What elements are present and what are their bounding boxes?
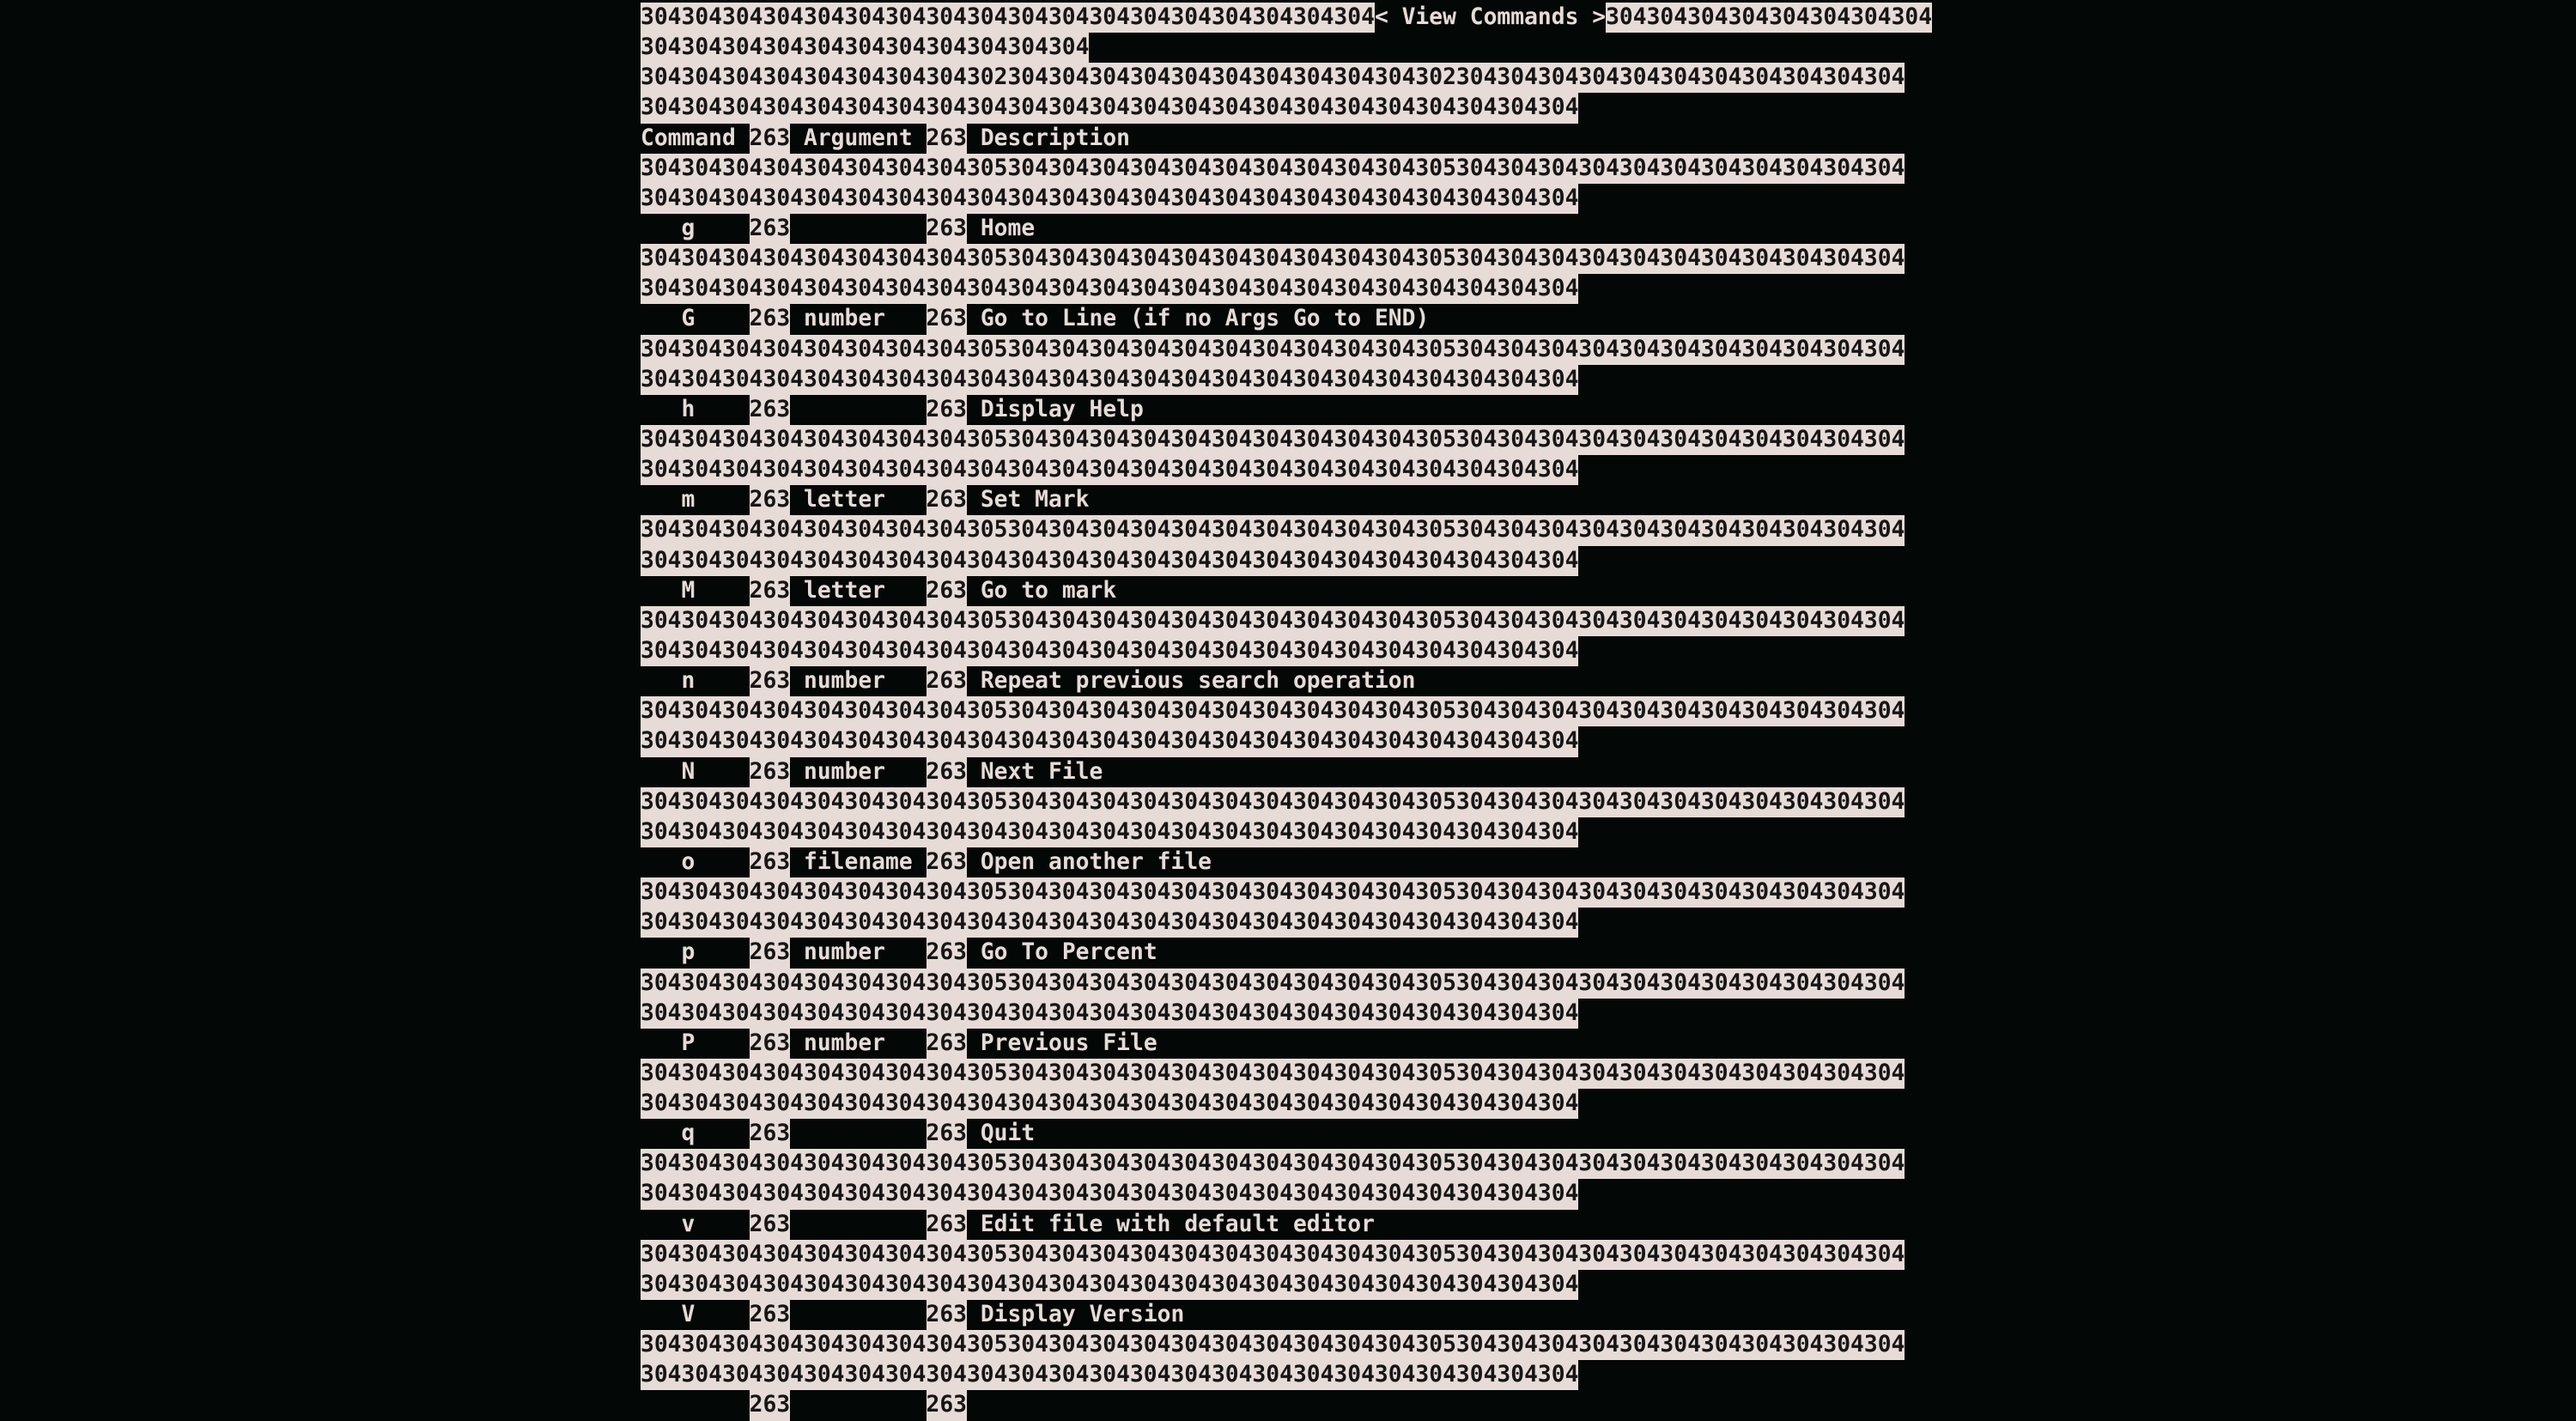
terminal-line	[641, 787, 1932, 817]
vertical-border: 263	[750, 214, 791, 244]
command-row-description-cell: Previous File	[967, 1029, 1157, 1056]
terminal-line	[641, 1149, 1932, 1179]
command-row-key-cell: q	[641, 1120, 750, 1147]
terminal-line	[641, 365, 1932, 395]
vertical-border: 263	[750, 1119, 791, 1149]
terminal-line	[641, 847, 1932, 877]
terminal-line	[641, 1330, 1932, 1360]
terminal-line	[641, 244, 1932, 274]
table-top-border-wrap: 304304304304304304304304304304304304304304304304304304304304304304304	[641, 93, 1578, 123]
command-row-argument-cell: number	[790, 306, 927, 332]
row-separator: 304304304304304304304304305304304304304304304304304304304305304304304304304304304304304304304	[641, 1059, 1905, 1089]
command-row-description-cell: Open another file	[967, 848, 1212, 875]
row-separator: 304304304304304304304304305304304304304304304304304304304305304304304304304304304304304304304	[641, 787, 1905, 817]
vertical-border: 263	[927, 395, 968, 425]
row-separator-wrap: 304304304304304304304304304304304304304304304304304304304304304304304	[641, 908, 1578, 938]
command-row-key-cell: G	[641, 306, 750, 332]
terminal-line	[641, 1240, 1932, 1270]
command-row-description-cell: Next File	[967, 758, 1103, 785]
vertical-border: 263	[750, 757, 791, 787]
terminal-line	[641, 969, 1932, 999]
terminal-line	[641, 1029, 1932, 1059]
command-row-description-cell: Quit	[967, 1120, 1036, 1147]
terminal-line	[641, 546, 1932, 576]
command-row-description-cell: Edit file with default editor	[967, 1211, 1375, 1237]
row-separator: 304304304304304304304304305304304304304304304304304304304305304304304304304304304304304304304	[641, 335, 1905, 365]
command-row-description-cell: Set Mark	[967, 487, 1090, 513]
terminal-line	[641, 877, 1932, 908]
command-row-description-cell: Go to Line (if no Args Go to END)	[967, 306, 1430, 332]
row-separator: 304304304304304304304304305304304304304304304304304304304305304304304304304304304304304304304	[641, 1330, 1905, 1360]
command-row-key-cell: v	[641, 1211, 750, 1237]
row-separator: 304304304304304304304304305304304304304304304304304304304305304304304304304304304304304304304	[641, 425, 1905, 455]
vertical-border: 263	[750, 938, 791, 968]
command-row-argument-cell: number	[790, 758, 927, 785]
terminal-line	[641, 696, 1932, 726]
vertical-border: 263	[750, 485, 791, 515]
terminal-line	[641, 455, 1932, 485]
row-separator-wrap: 304304304304304304304304304304304304304304304304304304304304304304304	[641, 1179, 1578, 1209]
row-separator-wrap: 304304304304304304304304304304304304304304304304304304304304304304304	[641, 817, 1578, 847]
row-separator-wrap: 304304304304304304304304304304304304304304304304304304304304304304304	[641, 365, 1578, 395]
row-separator: 304304304304304304304304305304304304304304304304304304304305304304304304304304304304304304304	[641, 244, 1905, 274]
vertical-border: 263	[927, 1029, 968, 1059]
terminal-line	[641, 274, 1932, 304]
vertical-border: 263	[927, 576, 968, 606]
terminal-line	[641, 485, 1932, 515]
row-separator-wrap: 304304304304304304304304304304304304304304304304304304304304304304304	[641, 546, 1578, 576]
vertical-border: 263	[750, 1210, 791, 1240]
column-header-argument: Argument	[790, 124, 927, 151]
terminal-line	[641, 1059, 1932, 1089]
vertical-border: 263	[927, 757, 968, 787]
terminal-screen[interactable]	[641, 3, 1932, 1421]
vertical-border: 263	[750, 124, 791, 154]
row-separator: 304304304304304304304304305304304304304304304304304304304305304304304304304304304304304304304	[641, 1240, 1905, 1270]
row-separator-wrap: 304304304304304304304304304304304304304304304304304304304304304304304	[641, 999, 1578, 1029]
clipped-command-row-argument-cell	[790, 1390, 926, 1420]
vertical-border: 263	[750, 666, 791, 696]
command-row-argument-cell	[790, 1210, 926, 1240]
command-row-argument-cell: number	[790, 668, 927, 695]
command-row-key-cell: N	[641, 758, 750, 785]
vertical-border: 263	[750, 847, 791, 877]
table-top-border: 304304304304304304304304302304304304304304304304304304304302304304304304304304304304304304304	[641, 63, 1905, 93]
command-row-key-cell: M	[641, 577, 750, 604]
terminal-line	[641, 1210, 1932, 1240]
terminal-line	[641, 636, 1932, 666]
terminal-line	[641, 1270, 1932, 1300]
terminal-line	[641, 335, 1932, 365]
vertical-border: 263	[927, 847, 968, 877]
row-separator-wrap: 304304304304304304304304304304304304304304304304304304304304304304304	[641, 726, 1578, 756]
vertical-border: 263	[750, 304, 791, 334]
command-row-key-cell: g	[641, 215, 750, 241]
row-separator-wrap: 304304304304304304304304304304304304304304304304304304304304304304304	[641, 1270, 1578, 1300]
command-row-description-cell: Go to mark	[967, 577, 1117, 604]
terminal-line	[641, 1360, 1932, 1390]
terminal-line	[641, 214, 1932, 244]
command-row-argument-cell	[790, 1119, 926, 1149]
vertical-border: 263	[927, 124, 968, 154]
vertical-border: 263	[750, 395, 791, 425]
vertical-border: 263	[927, 1390, 968, 1420]
command-row-key-cell: o	[641, 848, 750, 875]
terminal-line	[641, 515, 1932, 545]
vertical-border: 263	[927, 1119, 968, 1149]
vertical-border: 263	[750, 576, 791, 606]
terminal-line	[641, 757, 1932, 787]
row-separator: 304304304304304304304304305304304304304304304304304304304305304304304304304304304304304304304	[641, 877, 1905, 908]
vertical-border: 263	[927, 666, 968, 696]
terminal-line	[641, 154, 1932, 184]
command-row-description-cell: Display Help	[967, 396, 1144, 422]
vertical-border: 263	[927, 938, 968, 968]
command-row-argument-cell: number	[790, 1029, 927, 1056]
column-header-description: Description	[967, 124, 1130, 151]
title-border-wrap: 304304304304304304304304304304304	[641, 33, 1089, 63]
column-header-command: Command	[641, 124, 750, 151]
terminal-line	[641, 1089, 1932, 1119]
command-row-key-cell: V	[641, 1302, 750, 1328]
terminal-line	[641, 1119, 1932, 1149]
command-row-key-cell: h	[641, 396, 750, 422]
terminal-line	[641, 425, 1932, 455]
command-row-argument-cell	[790, 214, 926, 244]
command-row-argument-cell	[790, 1300, 926, 1330]
command-row-key-cell: p	[641, 939, 750, 966]
command-row-argument-cell: filename	[790, 848, 927, 875]
command-row-argument-cell: letter	[790, 487, 927, 513]
terminal-line	[641, 93, 1932, 123]
command-row-key-cell: P	[641, 1029, 750, 1056]
row-separator-wrap: 304304304304304304304304304304304304304304304304304304304304304304304	[641, 184, 1578, 214]
vertical-border: 263	[927, 1210, 968, 1240]
terminal-line	[641, 3, 1932, 33]
command-row-argument-cell: letter	[790, 577, 927, 604]
command-row-argument-cell: number	[790, 939, 927, 966]
command-row-key-cell: m	[641, 487, 750, 513]
row-separator: 304304304304304304304304305304304304304304304304304304304305304304304304304304304304304304304	[641, 154, 1905, 184]
title-border-left: 304304304304304304304304304304304304304304304304304304	[641, 3, 1375, 33]
vertical-border: 263	[927, 1300, 968, 1330]
vertical-border: 263	[750, 1390, 791, 1420]
terminal-line	[641, 124, 1932, 154]
row-separator: 304304304304304304304304305304304304304304304304304304304305304304304304304304304304304304304	[641, 696, 1905, 726]
terminal-line	[641, 666, 1932, 696]
title-border-right: 304304304304304304304304	[1606, 3, 1932, 33]
row-separator-wrap: 304304304304304304304304304304304304304304304304304304304304304304304	[641, 455, 1578, 485]
terminal-line	[641, 304, 1932, 334]
terminal-line	[641, 999, 1932, 1029]
terminal-line	[641, 184, 1932, 214]
terminal-line	[641, 1300, 1932, 1330]
terminal-line	[641, 938, 1932, 968]
terminal-line	[641, 726, 1932, 756]
terminal-line	[641, 576, 1932, 606]
terminal-line	[641, 63, 1932, 93]
vertical-border: 263	[750, 1300, 791, 1330]
terminal-line	[641, 33, 1932, 63]
row-separator: 304304304304304304304304305304304304304304304304304304304305304304304304304304304304304304304	[641, 969, 1905, 999]
row-separator: 304304304304304304304304305304304304304304304304304304304305304304304304304304304304304304304	[641, 1149, 1905, 1179]
row-separator: 304304304304304304304304305304304304304304304304304304304305304304304304304304304304304304304	[641, 606, 1905, 636]
terminal-line	[641, 395, 1932, 425]
command-row-argument-cell	[790, 395, 926, 425]
clipped-command-row-key-cell	[641, 1390, 750, 1420]
terminal-line	[641, 908, 1932, 938]
terminal-line	[641, 1390, 1932, 1420]
row-separator-wrap: 304304304304304304304304304304304304304304304304304304304304304304304	[641, 1089, 1578, 1119]
terminal-line	[641, 606, 1932, 636]
row-separator-wrap: 304304304304304304304304304304304304304304304304304304304304304304304	[641, 274, 1578, 304]
vertical-border: 263	[927, 304, 968, 334]
row-separator-wrap: 304304304304304304304304304304304304304304304304304304304304304304304	[641, 1360, 1578, 1390]
vertical-border: 263	[927, 214, 968, 244]
row-separator-wrap: 304304304304304304304304304304304304304304304304304304304304304304304	[641, 636, 1578, 666]
command-row-key-cell: n	[641, 668, 750, 695]
view-commands-title: < View Commands >	[1374, 4, 1607, 30]
vertical-border: 263	[927, 485, 968, 515]
command-row-description-cell: Home	[967, 215, 1036, 241]
command-row-description-cell: Display Version	[967, 1302, 1185, 1328]
command-row-description-cell: Repeat previous search operation	[967, 668, 1416, 695]
row-separator: 304304304304304304304304305304304304304304304304304304304305304304304304304304304304304304304	[641, 515, 1905, 545]
command-row-description-cell: Go To Percent	[967, 939, 1157, 966]
vertical-border: 263	[750, 1029, 791, 1059]
terminal-line	[641, 1179, 1932, 1209]
terminal-line	[641, 817, 1932, 847]
